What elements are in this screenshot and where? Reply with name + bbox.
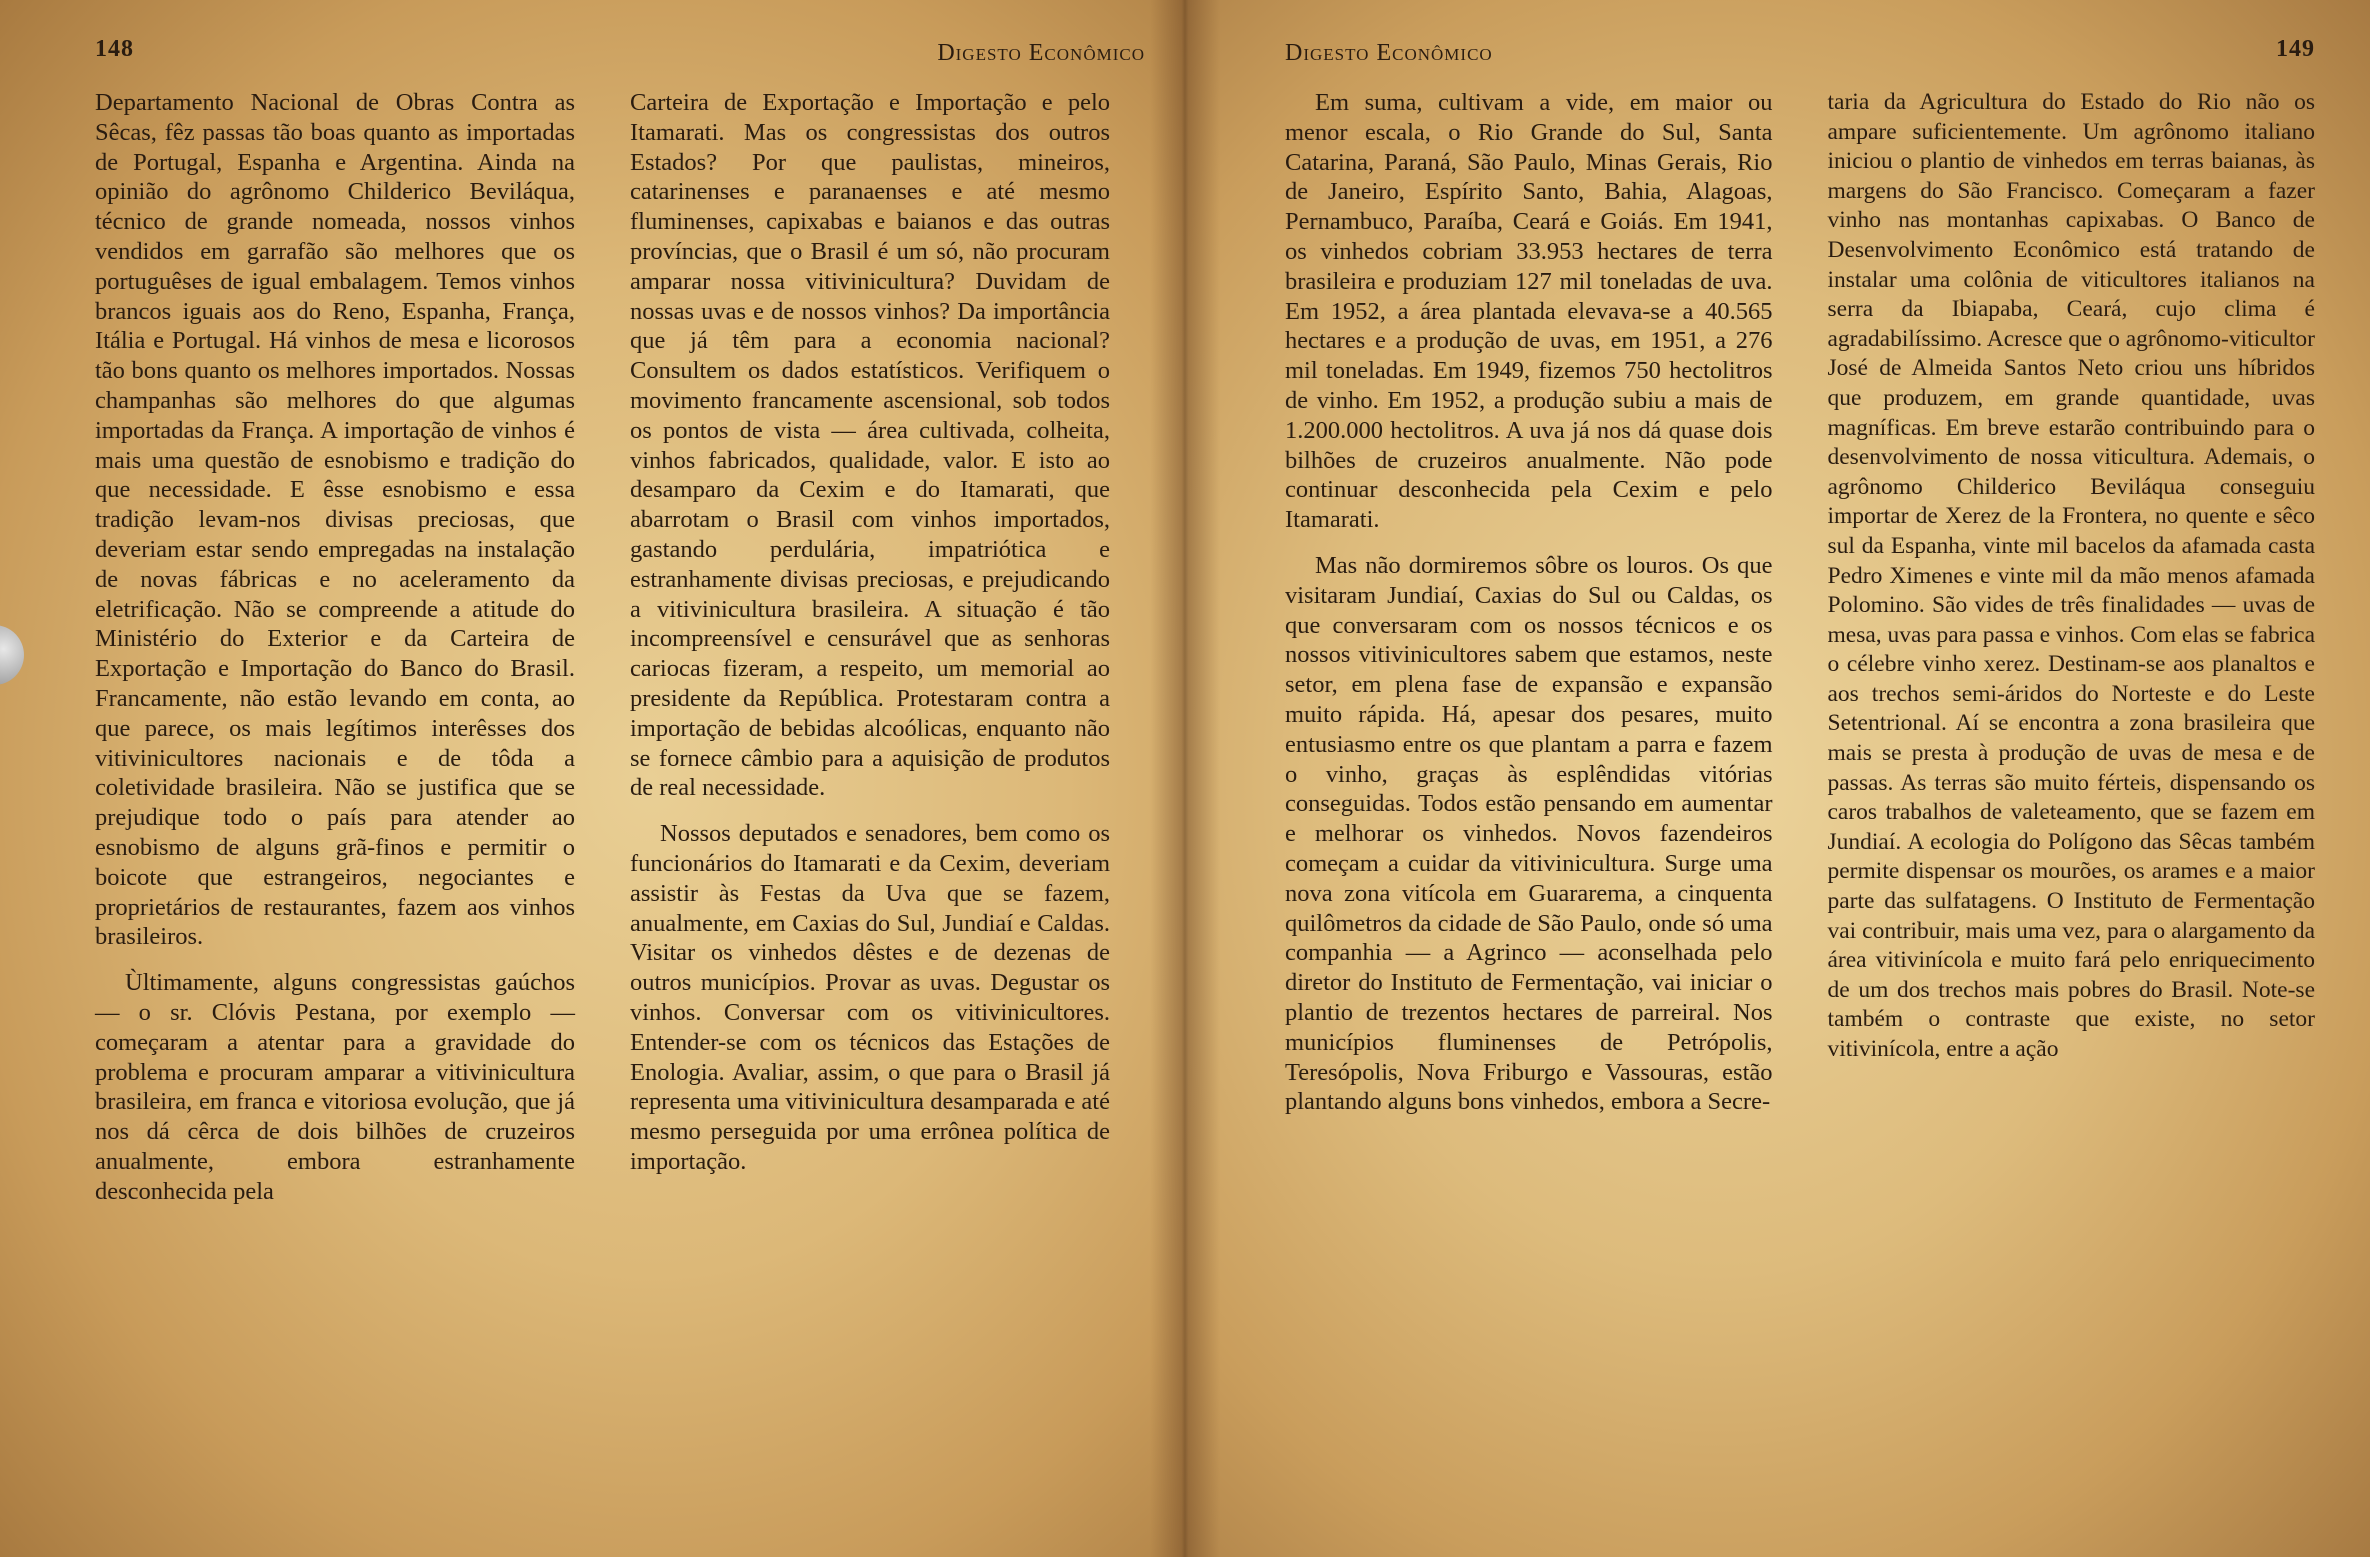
right-column-2 (1828, 88, 2316, 1133)
right-page (1185, 0, 2370, 1557)
paragraph: Ùltimamente, alguns congressistas gaúchos — o sr. Clóvis Pestana, por exemplo — começaram a atentar para a gravidade do problema e procuram amparar a vitivinicultura brasileira, em franca e vitoriosa evolução, que já nos dá cêrca de dois bilhões de cruzeiros anualmente, embora estranhamente desconhecida pela (95, 969, 575, 1205)
page-number: 148 (95, 36, 134, 62)
left-page-columns (95, 88, 1145, 1222)
right-page-columns (1285, 88, 2315, 1133)
left-page-header (95, 36, 1145, 88)
right-column-1 (1285, 88, 1773, 1133)
paragraph: Departamento Nacional de Obras Contra as Sêcas, fêz passas tão boas quanto as importadas de Portugal, Espanha e Argentina. Ainda na opinião do agrônomo Childerico Beviláqua, técnico de grande nomeada, nossos vinhos vendidos em garrafão são melhores que os portuguêses de igual embalagem. Temos vinhos brancos iguais aos do Reno, Espanha, França, Itália e Portugal. Há vinhos de mesa e licorosos tão bons quanto os melhores importados. Nossas champanhas são melhores do que algumas importadas da França. A importação de vinhos é mais uma questão de esnobismo e tradição do que necessidade. E êsse esnobismo e essa tradição levam-nos divisas preciosas, que deveriam estar sendo empregadas na instalação de novas fábricas e no aceleramento da eletrificação. Não se compreende a atitude do Ministério do Exterior e da Carteira de Exportação e Importação do Banco do Brasil. Francamente, não estão levando em conta, ao que parece, os mais legítimos interêsses dos vitivinicultores nacionais e de tôda a coletividade brasileira. Não se justifica que se prejudique todo o país para atender ao esnobismo de alguns grã-finos e permitir o boicote que estrangeiros, negociantes e proprietários de restaurantes, fazem aos vinhos brasileiros. (95, 89, 575, 951)
paragraph: Em suma, cultivam a vide, em maior ou menor escala, o Rio Grande do Sul, Santa Catarina, Paraná, São Paulo, Minas Gerais, Rio de Janeiro, Espírito Santo, Bahia, Alagoas, Pernambuco, Paraíba, Ceará e Goiás. Em 1941, os vinhedos cobriam 33.953 hectares de terra brasileira e produziam 127 mil toneladas de uva. Em 1952, a área plantada elevava-se a 40.565 hectares e a produção de uvas, em 1951, a 276 mil toneladas. Em 1949, fizemos 750 hectolitros de vinho. Em 1952, a produção subiu a mais de 1.200.000 hectolitros. A uva já nos dá quase dois bilhões de cruzeiros anualmente. Não pode continuar desconhecida pela Cexim e pelo Itamarati. (1285, 89, 1773, 534)
paragraph: Nossos deputados e senadores, bem como os funcionários do Itamarati e da Cexim, deveriam assistir às Festas da Uva que se fazem, anualmente, em Caxias do Sul, Jundiaí e Caldas. Visitar os vinhedos dêstes e de dezenas de outros municípios. Provar as uvas. Degustar os vinhos. Conversar com os vitivinicultores. Entender-se com os técnicos das Estações de Enologia. Avaliar, assim, o que para o Brasil já representa uma vitivinicultura desamparada e até mesmo perseguida por uma errônea política de importação. (630, 820, 1110, 1175)
left-column-2 (630, 88, 1110, 1222)
paragraph: Mas não dormiremos sôbre os louros. Os que visitaram Jundiaí, Caxias do Sul ou Caldas, os que conversaram com os nossos técnicos e os nossos vitivinicultores sabem que estamos, neste setor, em plena fase de expansão e expansão muito rápida. Há, apesar dos pesares, muito entusiasmo entre os que plantam a parra e fazem o vinho, graças às esplêndidas vitórias conseguidas. Todos estão pensando em aumentar e melhorar os vinhedos. Novos fazendeiros começam a cuidar da vitivinicultura. Surge uma nova zona vitícola em Guararema, a cinquenta quilômetros da cidade de São Paulo, onde só uma companhia — a Agrinco — aconselhada pelo diretor do Instituto de Fermentação, vai iniciar o plantio de trezentos hectares de parreiral. Nos municípios fluminenses de Petrópolis, Teresópolis, Nova Friburgo e Vassouras, estão plantando alguns bons vinhedos, embora a Secre- (1285, 551, 1773, 1116)
paragraph: Carteira de Exportação e Importação e pelo Itamarati. Mas os congressistas dos outros Estados? Por que paulistas, mineiros, catarinenses e paranaenses e até mesmo fluminenses, capixabas e baianos e das outras províncias, que o Brasil é um só, não procuram amparar nossa vitivinicultura? Duvidam de nossas uvas e de nossos vinhos? Da importância que já têm para a economia nacional? Consultem os dados estatísticos. Verifiquem o movimento francamente ascensional, sob todos os pontos de vista — área cultivada, colheita, vinhos fabricados, qualidade, valor. E isto ao desamparo da Cexim e do Itamarati, que abarrotam o Brasil com vinhos importados, gastando perdulária, impatriótica e estranhamente divisas preciosas, e prejudicando a vitivinicultura brasileira. A situação é tão incompreensível e censurável que as senhoras cariocas fizeram, a respeito, um memorial ao presidente da República. Protestaram contra a importação de bebidas alcoólicas, enquanto não se fornece câmbio para a aquisição de produtos de real necessidade. (630, 89, 1110, 802)
running-head: Digesto Econômico (937, 40, 1145, 66)
page-number: 149 (2276, 36, 2315, 62)
right-page-header (1285, 36, 2315, 88)
left-column-1 (95, 88, 575, 1222)
paragraph: taria da Agricultura do Estado do Rio não os ampare suficientemente. Um agrônomo italiano iniciou o plantio de vinhedos em terras baianas, às margens do São Francisco. Começaram a fazer vinho nas montanhas capixabas. O Banco de Desenvolvimento Econômico está tratando de instalar uma colônia de viticultores italianos na serra da Ibiapaba, Ceará, cujo clima é agradabilíssimo. Acresce que o agrônomo-viticultor José de Almeida Santos Neto criou uns híbridos que produzem, em grande quantidade, uvas magníficas. Em breve estarão contribuindo para o desenvolvimento de nossa viticultura. Ademais, o agrônomo Childerico Beviláqua conseguiu importar de Xerez de la Frontera, no quente e sêco sul da Espanha, vinte mil bacelos da afamada casta Pedro Ximenes e vinte mil da mão menos afamada Polomino. São vides de três finalidades — uvas de mesa, uvas para passa e vinhos. Com elas se fabrica o célebre vinho xerez. Destinam-se aos planaltos e aos trechos semi-áridos do Norteste e do Leste Setentrional. Aí se encontra a zona brasileira que mais se presta à produção de uvas de mesa e de passas. As terras são muito férteis, dispensando os caros trabalhos de valeteamento, que se fazem em Jundiaí. A ecologia do Polígono das Sêcas também permite dispensar os mourões, os arames e a maior parte das sulfatagens. O Instituto de Fermentação vai contribuir, mais uma vez, para o alargamento da área vitivinícola e muito fará pelo enriquecimento de um dos trechos mais pobres do Brasil. Note-se também o contraste que existe, no setor vitivinícola, entre a ação (1827, 89, 2315, 1062)
page-tab-mark (0, 625, 24, 685)
running-head: Digesto Econômico (1285, 40, 1493, 66)
